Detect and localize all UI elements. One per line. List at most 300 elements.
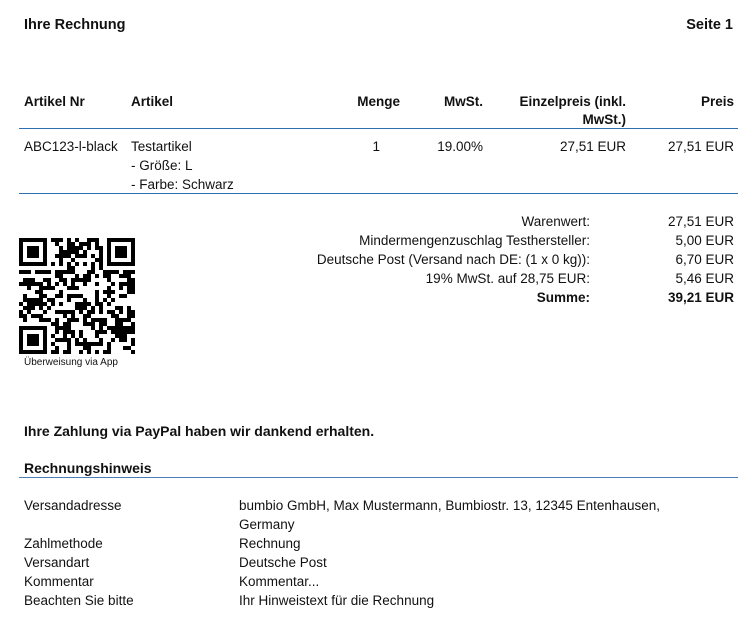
qr-module bbox=[43, 270, 47, 274]
qr-module bbox=[43, 302, 47, 306]
total-value-zuschlag: 5,00 EUR bbox=[675, 233, 734, 248]
qr-module bbox=[83, 250, 87, 254]
qr-module bbox=[99, 338, 103, 342]
qr-module bbox=[27, 350, 31, 354]
note-label-versandadresse: Versandadresse bbox=[24, 498, 122, 513]
qr-module bbox=[131, 338, 135, 342]
qr-module bbox=[27, 250, 31, 254]
notes-divider bbox=[19, 477, 738, 478]
qr-module bbox=[51, 342, 55, 346]
qr-module bbox=[111, 338, 115, 342]
qr-module bbox=[55, 326, 59, 330]
qr-module bbox=[95, 242, 99, 246]
qr-module bbox=[67, 342, 71, 346]
qr-module bbox=[67, 242, 71, 246]
total-value-versand: 6,70 EUR bbox=[675, 252, 734, 267]
qr-module bbox=[119, 326, 123, 330]
qr-module bbox=[83, 322, 87, 326]
qr-module bbox=[19, 314, 23, 318]
qr-module bbox=[87, 274, 91, 278]
qr-module bbox=[131, 278, 135, 282]
qr-module bbox=[55, 330, 59, 334]
qr-module bbox=[107, 346, 111, 350]
qr-module bbox=[95, 350, 99, 354]
qr-module bbox=[23, 314, 27, 318]
qr-module bbox=[19, 242, 23, 246]
qr-module bbox=[131, 314, 135, 318]
qr-module bbox=[95, 294, 99, 298]
qr-module bbox=[31, 326, 35, 330]
qr-module bbox=[95, 330, 99, 334]
qr-module bbox=[27, 278, 31, 282]
qr-module bbox=[63, 270, 67, 274]
qr-module bbox=[31, 338, 35, 342]
row-option-color: - Farbe: Schwarz bbox=[131, 177, 234, 192]
qr-module bbox=[87, 238, 91, 242]
qr-module bbox=[83, 254, 87, 258]
qr-module bbox=[119, 310, 123, 314]
qr-module bbox=[51, 238, 55, 242]
qr-module bbox=[131, 262, 135, 266]
table-header-divider bbox=[19, 128, 738, 129]
qr-module bbox=[79, 278, 83, 282]
qr-module bbox=[43, 318, 47, 322]
qr-module bbox=[119, 238, 123, 242]
qr-module bbox=[35, 246, 39, 250]
qr-module bbox=[79, 330, 83, 334]
qr-module bbox=[107, 310, 111, 314]
qr-module bbox=[95, 302, 99, 306]
qr-module bbox=[51, 298, 55, 302]
qr-module bbox=[75, 338, 79, 342]
qr-module bbox=[75, 238, 79, 242]
qr-module bbox=[43, 262, 47, 266]
qr-module bbox=[67, 326, 71, 330]
qr-module bbox=[63, 326, 67, 330]
qr-module bbox=[87, 342, 91, 346]
qr-module bbox=[63, 254, 67, 258]
qr-module bbox=[103, 274, 107, 278]
qr-module bbox=[79, 242, 83, 246]
qr-module bbox=[43, 350, 47, 354]
qr-module bbox=[83, 302, 87, 306]
qr-module bbox=[55, 274, 59, 278]
qr-module bbox=[51, 302, 55, 306]
qr-module bbox=[71, 334, 75, 338]
qr-module bbox=[115, 246, 119, 250]
qr-module bbox=[95, 258, 99, 262]
qr-module bbox=[87, 246, 91, 250]
qr-module bbox=[83, 274, 87, 278]
qr-module bbox=[131, 238, 135, 242]
qr-module bbox=[35, 302, 39, 306]
qr-module bbox=[75, 302, 79, 306]
qr-module bbox=[115, 322, 119, 326]
qr-module bbox=[39, 270, 43, 274]
qr-module bbox=[91, 310, 95, 314]
qr-module bbox=[19, 262, 23, 266]
qr-module bbox=[111, 238, 115, 242]
qr-module bbox=[27, 270, 31, 274]
qr-module bbox=[107, 350, 111, 354]
qr-module bbox=[71, 250, 75, 254]
qr-module bbox=[31, 302, 35, 306]
qr-module bbox=[127, 274, 131, 278]
qr-code-icon bbox=[19, 238, 135, 354]
qr-module bbox=[127, 270, 131, 274]
qr-module bbox=[23, 278, 27, 282]
qr-module bbox=[31, 250, 35, 254]
qr-module bbox=[107, 294, 111, 298]
qr-module bbox=[35, 334, 39, 338]
qr-module bbox=[91, 342, 95, 346]
qr-module bbox=[47, 286, 51, 290]
qr-module bbox=[19, 342, 23, 346]
qr-module bbox=[67, 286, 71, 290]
qr-module bbox=[51, 286, 55, 290]
qr-module bbox=[99, 262, 103, 266]
qr-module bbox=[95, 274, 99, 278]
qr-module bbox=[111, 326, 115, 330]
qr-module bbox=[127, 278, 131, 282]
qr-module bbox=[91, 266, 95, 270]
qr-module bbox=[43, 250, 47, 254]
qr-module bbox=[123, 294, 127, 298]
col-preis: Preis bbox=[700, 94, 734, 109]
qr-module bbox=[51, 262, 55, 266]
qr-module bbox=[131, 242, 135, 246]
qr-module bbox=[83, 346, 87, 350]
qr-module bbox=[43, 278, 47, 282]
qr-module bbox=[107, 286, 111, 290]
qr-module bbox=[43, 238, 47, 242]
qr-module bbox=[75, 262, 79, 266]
qr-module bbox=[27, 310, 31, 314]
qr-module bbox=[39, 262, 43, 266]
qr-module bbox=[107, 258, 111, 262]
total-label-versand: Deutsche Post (Versand nach DE: (1 x 0 kg)): bbox=[316, 252, 590, 267]
qr-module bbox=[127, 326, 131, 330]
qr-module bbox=[91, 270, 95, 274]
qr-module bbox=[43, 338, 47, 342]
qr-module bbox=[83, 298, 87, 302]
qr-module bbox=[35, 338, 39, 342]
qr-module bbox=[99, 246, 103, 250]
qr-module bbox=[35, 270, 39, 274]
qr-module bbox=[99, 266, 103, 270]
invoice-title: Ihre Rechnung bbox=[24, 17, 126, 33]
qr-module bbox=[119, 254, 123, 258]
qr-module bbox=[123, 282, 127, 286]
qr-module bbox=[123, 330, 127, 334]
qr-module bbox=[39, 326, 43, 330]
qr-module bbox=[83, 242, 87, 246]
qr-module bbox=[75, 246, 79, 250]
qr-module bbox=[107, 238, 111, 242]
qr-module bbox=[119, 318, 123, 322]
qr-module bbox=[35, 326, 39, 330]
qr-module bbox=[75, 294, 79, 298]
qr-module bbox=[131, 258, 135, 262]
qr-module bbox=[47, 298, 51, 302]
qr-module bbox=[91, 254, 95, 258]
qr-module bbox=[107, 274, 111, 278]
qr-module bbox=[75, 278, 79, 282]
qr-module bbox=[87, 322, 91, 326]
total-value-mwst: 5,46 EUR bbox=[675, 271, 734, 286]
qr-module bbox=[79, 334, 83, 338]
qr-module bbox=[71, 330, 75, 334]
qr-module bbox=[51, 322, 55, 326]
qr-module bbox=[67, 346, 71, 350]
qr-module bbox=[27, 334, 31, 338]
qr-module bbox=[59, 278, 63, 282]
qr-module bbox=[91, 326, 95, 330]
qr-module bbox=[127, 314, 131, 318]
qr-module bbox=[27, 286, 31, 290]
qr-module bbox=[83, 278, 87, 282]
qr-module bbox=[71, 246, 75, 250]
qr-module bbox=[107, 342, 111, 346]
qr-module bbox=[79, 342, 83, 346]
qr-module bbox=[131, 326, 135, 330]
row-price: 27,51 EUR bbox=[667, 139, 734, 154]
qr-module bbox=[43, 310, 47, 314]
qr-module bbox=[39, 282, 43, 286]
qr-module bbox=[71, 294, 75, 298]
qr-module bbox=[35, 290, 39, 294]
qr-module bbox=[67, 246, 71, 250]
qr-module bbox=[119, 334, 123, 338]
qr-module bbox=[123, 274, 127, 278]
qr-module bbox=[39, 314, 43, 318]
qr-module bbox=[59, 250, 63, 254]
qr-module bbox=[127, 238, 131, 242]
qr-module bbox=[119, 294, 123, 298]
qr-module bbox=[67, 330, 71, 334]
qr-module bbox=[131, 330, 135, 334]
qr-module bbox=[59, 262, 63, 266]
qr-module bbox=[19, 258, 23, 262]
qr-module bbox=[31, 278, 35, 282]
qr-module bbox=[87, 270, 91, 274]
qr-module bbox=[43, 334, 47, 338]
qr-module bbox=[19, 310, 23, 314]
total-label-zuschlag: Mindermengenzuschlag Testhersteller: bbox=[359, 233, 590, 248]
qr-module bbox=[83, 342, 87, 346]
qr-module bbox=[27, 282, 31, 286]
qr-module bbox=[103, 290, 107, 294]
qr-module bbox=[119, 262, 123, 266]
col-einzelpreis-line2: MwSt.) bbox=[582, 112, 626, 127]
qr-module bbox=[51, 350, 55, 354]
qr-module bbox=[63, 338, 67, 342]
qr-module bbox=[127, 262, 131, 266]
qr-module bbox=[43, 342, 47, 346]
qr-module bbox=[87, 242, 91, 246]
qr-module bbox=[43, 346, 47, 350]
qr-module bbox=[67, 322, 71, 326]
qr-module bbox=[39, 238, 43, 242]
qr-module bbox=[119, 286, 123, 290]
note-label-versandart: Versandart bbox=[24, 555, 90, 570]
qr-module bbox=[43, 246, 47, 250]
qr-module bbox=[55, 310, 59, 314]
qr-module bbox=[31, 314, 35, 318]
qr-module bbox=[31, 238, 35, 242]
qr-module bbox=[95, 282, 99, 286]
qr-module bbox=[71, 310, 75, 314]
qr-module bbox=[83, 282, 87, 286]
row-option-size: - Größe: L bbox=[131, 158, 193, 173]
qr-module bbox=[103, 330, 107, 334]
qr-module bbox=[63, 282, 67, 286]
total-label-warenwert: Warenwert: bbox=[521, 214, 590, 229]
qr-module bbox=[43, 330, 47, 334]
total-value-warenwert: 27,51 EUR bbox=[667, 214, 734, 229]
qr-module bbox=[67, 298, 71, 302]
qr-module bbox=[131, 350, 135, 354]
qr-module bbox=[119, 306, 123, 310]
qr-module bbox=[75, 286, 79, 290]
qr-module bbox=[119, 246, 123, 250]
qr-module bbox=[19, 346, 23, 350]
note-value-versandart: Deutsche Post bbox=[239, 555, 327, 570]
qr-module bbox=[47, 278, 51, 282]
qr-module bbox=[39, 286, 43, 290]
qr-module bbox=[127, 318, 131, 322]
note-label-zahlmethode: Zahlmethode bbox=[24, 536, 103, 551]
qr-module bbox=[99, 258, 103, 262]
qr-module bbox=[63, 330, 67, 334]
qr-module bbox=[71, 286, 75, 290]
qr-module bbox=[131, 290, 135, 294]
qr-module bbox=[47, 282, 51, 286]
qr-module bbox=[107, 270, 111, 274]
row-unit-price: 27,51 EUR bbox=[559, 139, 626, 154]
qr-module bbox=[91, 306, 95, 310]
qr-module bbox=[55, 238, 59, 242]
qr-module bbox=[123, 334, 127, 338]
qr-module bbox=[119, 322, 123, 326]
payment-note: Ihre Zahlung via PayPal haben wir dankend erhalten. bbox=[24, 423, 375, 439]
qr-module bbox=[83, 262, 87, 266]
qr-module bbox=[23, 282, 27, 286]
col-artikel: Artikel bbox=[131, 94, 174, 109]
qr-module bbox=[111, 298, 115, 302]
qr-module bbox=[95, 318, 99, 322]
qr-module bbox=[23, 262, 27, 266]
qr-module bbox=[111, 310, 115, 314]
qr-module bbox=[131, 282, 135, 286]
qr-module bbox=[75, 274, 79, 278]
qr-module bbox=[79, 246, 83, 250]
qr-module bbox=[55, 294, 59, 298]
qr-module bbox=[79, 350, 83, 354]
qr-module bbox=[19, 330, 23, 334]
note-label-beachten: Beachten Sie bitte bbox=[24, 593, 134, 608]
qr-module bbox=[55, 346, 59, 350]
qr-module bbox=[123, 318, 127, 322]
qr-module bbox=[27, 298, 31, 302]
qr-module bbox=[115, 334, 119, 338]
qr-module bbox=[31, 350, 35, 354]
qr-module bbox=[27, 306, 31, 310]
qr-module bbox=[71, 318, 75, 322]
qr-module bbox=[27, 326, 31, 330]
qr-module bbox=[99, 326, 103, 330]
qr-module bbox=[87, 314, 91, 318]
qr-module bbox=[67, 238, 71, 242]
qr-module bbox=[23, 318, 27, 322]
qr-module bbox=[131, 254, 135, 258]
col-einzelpreis-line1: Einzelpreis (inkl. bbox=[519, 94, 626, 109]
qr-module bbox=[39, 306, 43, 310]
qr-module bbox=[99, 342, 103, 346]
qr-module bbox=[131, 270, 135, 274]
qr-module bbox=[115, 314, 119, 318]
qr-module bbox=[83, 338, 87, 342]
qr-module bbox=[55, 350, 59, 354]
qr-module bbox=[59, 258, 63, 262]
note-value-versandadresse: bumbio GmbH, Max Mustermann, Bumbiostr. 13, 12345 Entenhausen, bbox=[239, 498, 660, 513]
qr-module bbox=[35, 250, 39, 254]
qr-module bbox=[71, 278, 75, 282]
qr-module bbox=[31, 246, 35, 250]
qr-module bbox=[119, 250, 123, 254]
qr-module bbox=[103, 318, 107, 322]
qr-module bbox=[19, 334, 23, 338]
qr-module bbox=[123, 338, 127, 342]
row-sku: ABC123-l-black bbox=[24, 139, 118, 154]
qr-module bbox=[83, 314, 87, 318]
qr-module bbox=[27, 254, 31, 258]
total-value-summe: 39,21 EUR bbox=[667, 290, 734, 305]
qr-module bbox=[115, 238, 119, 242]
qr-module bbox=[39, 298, 43, 302]
qr-module bbox=[75, 254, 79, 258]
row-qty: 1 bbox=[372, 139, 380, 154]
qr-module bbox=[91, 262, 95, 266]
qr-module bbox=[19, 270, 23, 274]
qr-module bbox=[67, 266, 71, 270]
qr-module bbox=[123, 346, 127, 350]
qr-module bbox=[59, 238, 63, 242]
qr-module bbox=[103, 350, 107, 354]
qr-module bbox=[131, 342, 135, 346]
qr-module bbox=[75, 306, 79, 310]
qr-module bbox=[47, 270, 51, 274]
qr-module bbox=[67, 310, 71, 314]
qr-module bbox=[127, 306, 131, 310]
qr-module bbox=[123, 326, 127, 330]
col-artikel-nr: Artikel Nr bbox=[24, 94, 85, 109]
qr-module bbox=[123, 262, 127, 266]
qr-module bbox=[123, 254, 127, 258]
qr-module bbox=[55, 282, 59, 286]
qr-module bbox=[23, 326, 27, 330]
qr-module bbox=[63, 278, 67, 282]
qr-module bbox=[71, 266, 75, 270]
qr-module bbox=[95, 342, 99, 346]
qr-module bbox=[115, 250, 119, 254]
qr-module bbox=[111, 270, 115, 274]
qr-module bbox=[35, 342, 39, 346]
qr-module bbox=[79, 254, 83, 258]
qr-module bbox=[39, 302, 43, 306]
qr-module bbox=[127, 282, 131, 286]
qr-module bbox=[99, 318, 103, 322]
